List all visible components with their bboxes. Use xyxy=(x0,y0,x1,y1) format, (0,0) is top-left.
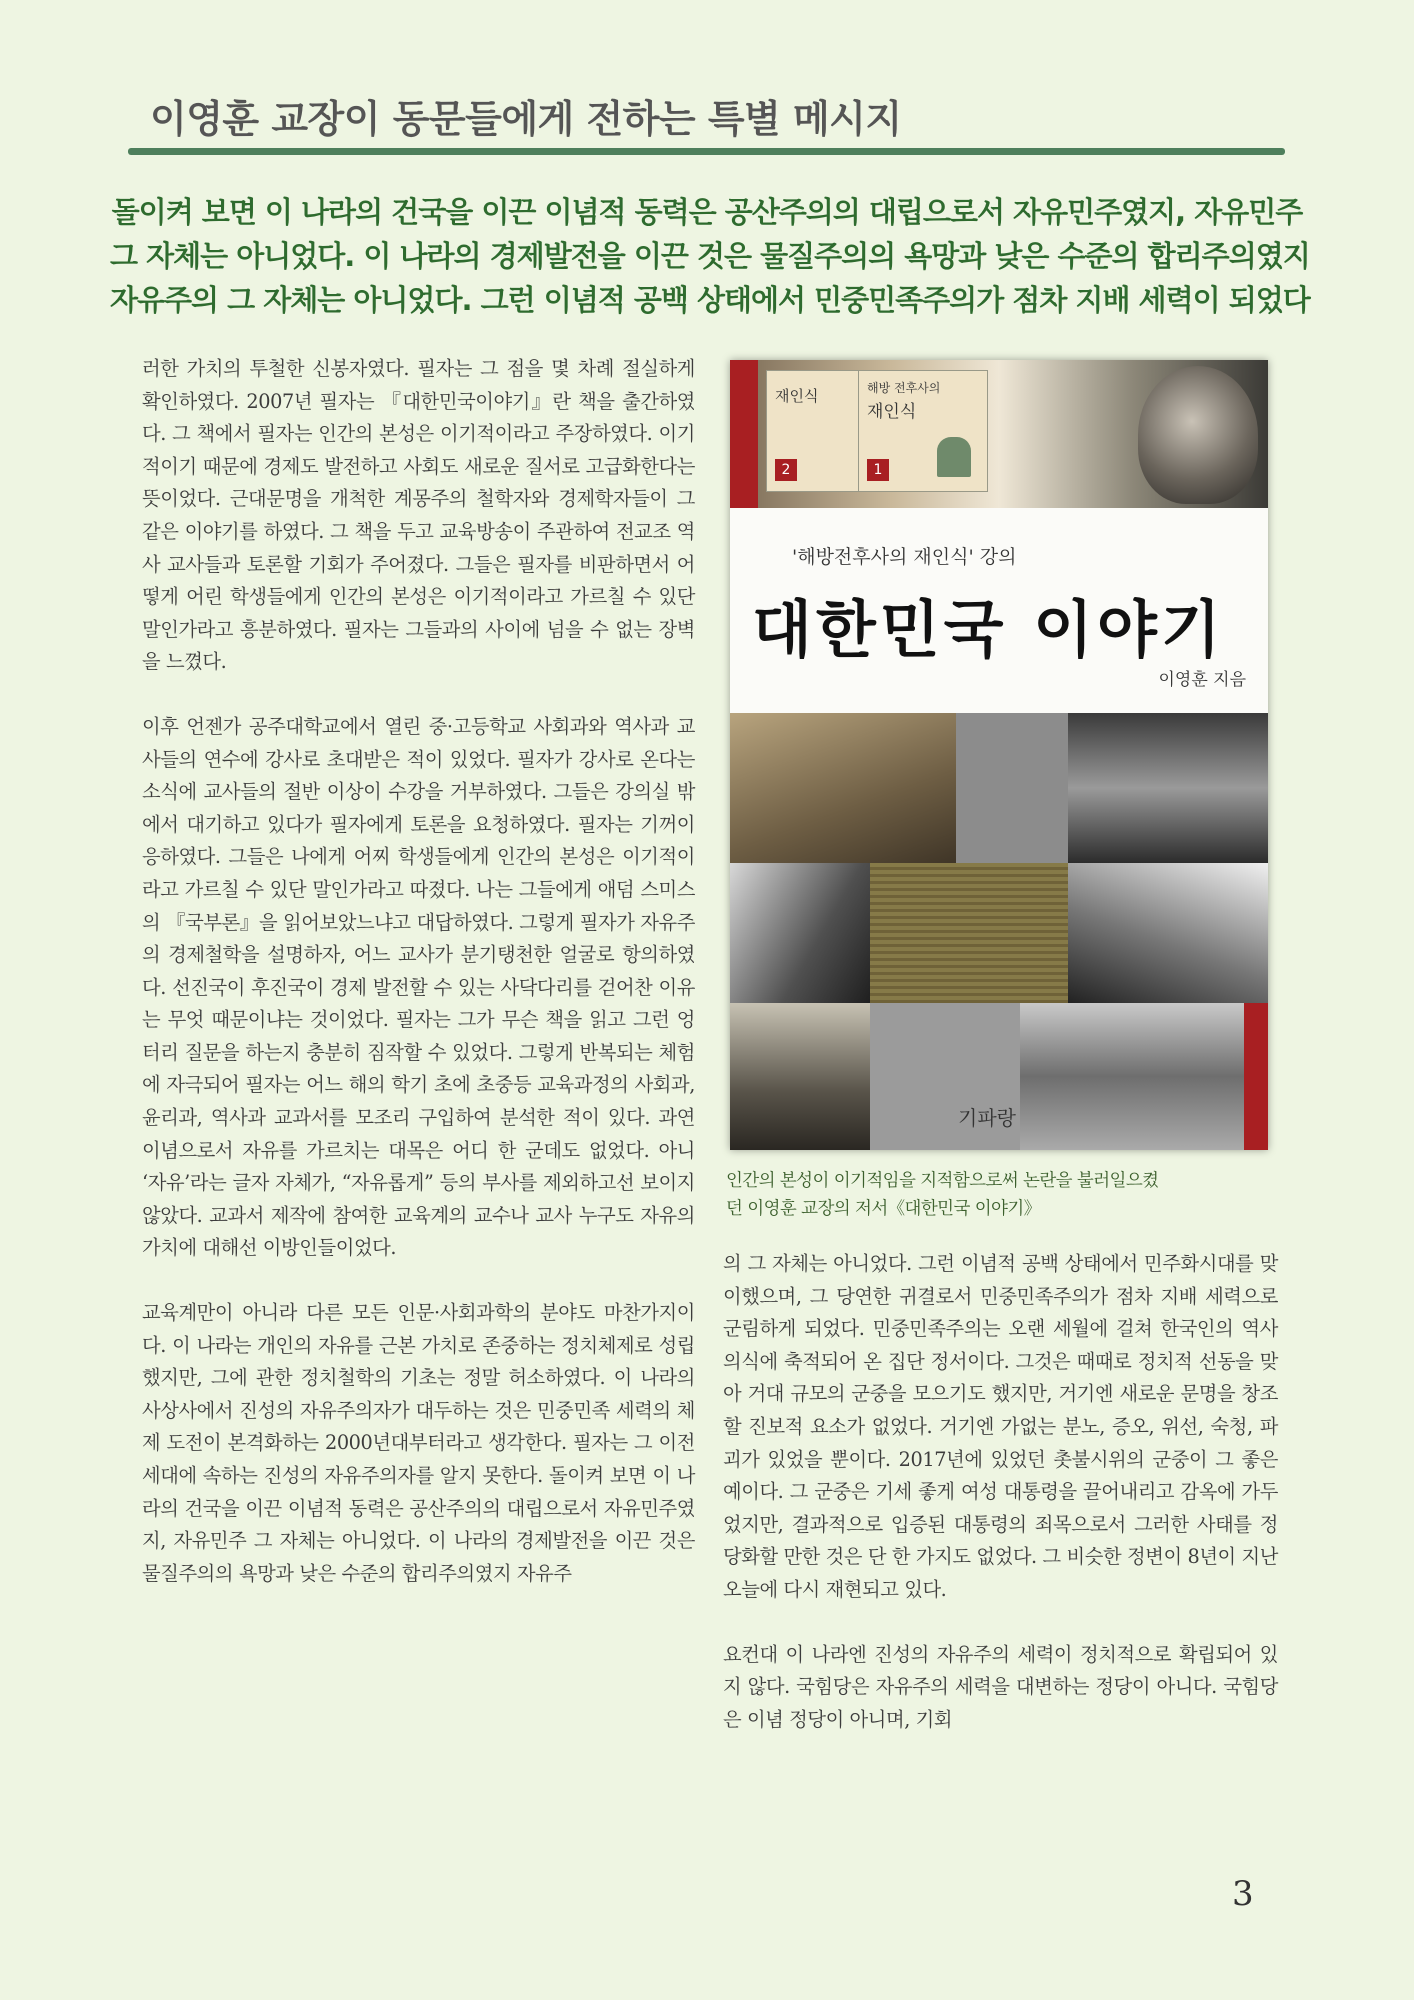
mini-book-title: 재인식 xyxy=(867,402,917,422)
mini-book-cover xyxy=(858,370,988,492)
lead-quote xyxy=(110,190,1310,322)
gray-panel xyxy=(956,713,1068,863)
dome-building-icon xyxy=(937,437,971,477)
history-photo xyxy=(1020,1003,1244,1150)
mini-book-title: 재인식 xyxy=(775,387,819,405)
right-column xyxy=(723,1248,1278,1736)
lead-line: 돌이켜 보면 이 나라의 건국을 이끈 이념적 동력은 공산주의의 대립으로서 자유민주였지, 자유민주 xyxy=(111,195,1303,229)
figure-caption xyxy=(726,1167,1286,1223)
lead-line: 그 자체는 아니었다. 이 나라의 경제발전을 이끈 것은 물질주의의 욕망과 낮은 수준의 합리주의였지 xyxy=(110,239,1310,273)
cover-title: 대한민국 이야기 xyxy=(752,593,1225,666)
left-column xyxy=(142,353,695,1590)
cover-red-band xyxy=(1244,1003,1268,1150)
cover-subtitle: '해방전후사의 재인식' 강의 xyxy=(792,546,1017,568)
cover-publisher: 기파랑 xyxy=(958,1106,1016,1130)
mini-book-number: 2 xyxy=(775,459,797,481)
author-portrait-photo xyxy=(1138,366,1258,504)
body-paragraph: 이후 언젠가 공주대학교에서 열린 중·고등학교 사회과와 역사과 교사들의 연수에 강사로 초대받은 적이 있었다. 필자가 강사로 온다는 소식에 교사들의 절반 이상이 수강을 거부하였다. 그들은 강의실 밖에서 대기하고 있다가 필자에게 토론을 요청하였다. 필자는 기꺼이 응하였다. 그들은 나에게 어찌 학생들에게 인간의 본성은 이기적이라고 가르칠 수 있단 말인가라고 따졌다. 나는 그들에게 애덤 스미스의 『국부론』을 읽어보았느냐고 대답하였다. 그렇게 필자가 자유주의 경제철학을 설명하자, 어느 교사가 분기탱천한 얼굴로 항의하였다. 선진국이 후진국이 경제 발전할 수 있는 사닥다리를 걷어찬 이유는 무엇 때문이냐는 것이었다. 필자는 그가 무슨 책을 읽고 그런 엉터리 질문을 하는지 충분히 짐작할 수 있었다. 그렇게 반복되는 체험에 자극되어 필자는 어느 해의 학기 초에 초중등 교육과정의 사회과, 윤리과, 역사과 교과서를 모조리 구입하여 분석한 적이 있다. 과연 이념으로서 자유를 가르치는 대목은 어디 한 군데도 없었다. 아니 ‘자유’라는 글자 자체가, “자유롭게” 등의 부사를 제외하고선 보이지 않았다. 교과서 제작에 참여한 교육계의 교수나 교사 누구도 자유의 가치에 대해선 이방인들이었다. xyxy=(142,714,695,1260)
history-photo xyxy=(730,1003,870,1150)
body-paragraph: 요컨대 이 나라엔 진성의 자유주의 세력이 정치적으로 확립되어 있지 않다. 국힘당은 자유주의 세력을 대변하는 정당이 아니다. 국힘당은 이념 정당이 아니며, 기회 xyxy=(723,1642,1278,1731)
history-photo xyxy=(1068,863,1268,1003)
caption-line: 던 이영훈 교장의 저서《대한민국 이야기》 xyxy=(726,1199,1041,1219)
mini-book-title: 해방 전후사의 xyxy=(867,381,941,395)
history-photo xyxy=(730,863,870,1003)
body-paragraph: 교육계만이 아니라 다른 모든 인문·사회과학의 분야도 마찬가지이다. 이 나라는 개인의 자유를 근본 가치로 존중하는 정치체제로 성립했지만, 그에 관한 정치철학의 기초는 정말 허소하였다. 이 나라의 사상사에서 진성의 자유주의자가 대두하는 것은 민중민족 세력의 체제 도전이 본격화하는 2000년대부터라고 생각한다. 필자는 그 이전 세대에 속하는 진성의 자유주의자를 알지 못한다. 돌이켜 보면 이 나라의 건국을 이끈 이념적 동력은 공산주의의 대립으로서 자유민주였지, 자유민주 그 자체는 아니었다. 이 나라의 경제발전을 이끈 것은 물질주의의 욕망과 낮은 수준의 합리주의였지 자유주 xyxy=(142,1301,695,1585)
history-photo xyxy=(730,713,956,863)
history-photo xyxy=(1068,713,1268,863)
page-header-title: 이영훈 교장이 동문들에게 전하는 특별 메시지 xyxy=(150,97,902,141)
header-divider xyxy=(128,148,1285,155)
body-paragraph: 의 그 자체는 아니었다. 그런 이념적 공백 상태에서 민주화시대를 맞이했으며, 그 당연한 귀결로서 민중민족주의가 점차 지배 세력으로 군림하게 되었다. 민중민족주의는 오랜 세월에 걸쳐 한국인의 역사의식에 축적되어 온 집단 정서이다. 그것은 때때로 정치적 선동을 맞아 거대 규모의 군중을 모으기도 했지만, 거기엔 새로운 문명을 창조할 진보적 요소가 없었다. 거기엔 가없는 분노, 증오, 위선, 숙청, 파괴가 있었을 뿐이다. 2017년에 있었던 촛불시위의 군중이 그 좋은 예이다. 그 군중은 기세 좋게 여성 대통령을 끌어내리고 감옥에 가두었지만, 결과적으로 입증된 대통령의 죄목으로서 그러한 사태를 정당화할 만한 것은 단 한 가지도 없었다. 그 비슷한 정변이 8년이 지난 오늘에 다시 재현되고 있다. xyxy=(723,1252,1278,1601)
mini-book-number: 1 xyxy=(867,459,889,481)
cover-author: 이영훈 지음 xyxy=(1158,670,1246,690)
text-texture-panel xyxy=(870,863,1068,1003)
caption-line: 인간의 본성이 이기적임을 지적함으로써 논란을 불러일으켰 xyxy=(726,1171,1159,1191)
page-number: 3 xyxy=(1232,1874,1254,1914)
cover-red-band xyxy=(730,360,758,508)
body-paragraph: 러한 가치의 투철한 신봉자였다. 필자는 그 점을 몇 차례 절실하게 확인하였다. 2007년 필자는 『대한민국이야기』란 책을 출간하였다. 그 책에서 필자는 인간의 본성은 이기적이라고 주장하였다. 이기적이기 때문에 경제도 발전하고 사회도 새로운 질서로 고급화한다는 뜻이었다. 근대문명을 개척한 계몽주의 철학자와 경제학자들이 그 같은 이야기를 하였다. 그 책을 두고 교육방송이 주관하여 전교조 역사 교사들과 토론할 기회가 주어졌다. 그들은 필자를 비판하면서 어떻게 어린 학생들에게 인간의 본성은 이기적이라고 가르칠 수 있단 말인가라고 흥분하였다. 필자는 그들과의 사이에 넘을 수 없는 장벽을 느꼈다. xyxy=(142,357,695,674)
lead-line: 자유주의 그 자체는 아니었다. 그런 이념적 공백 상태에서 민중민족주의가 점차 지배 세력이 되었다 xyxy=(110,283,1310,317)
book-cover-figure xyxy=(730,360,1268,1150)
